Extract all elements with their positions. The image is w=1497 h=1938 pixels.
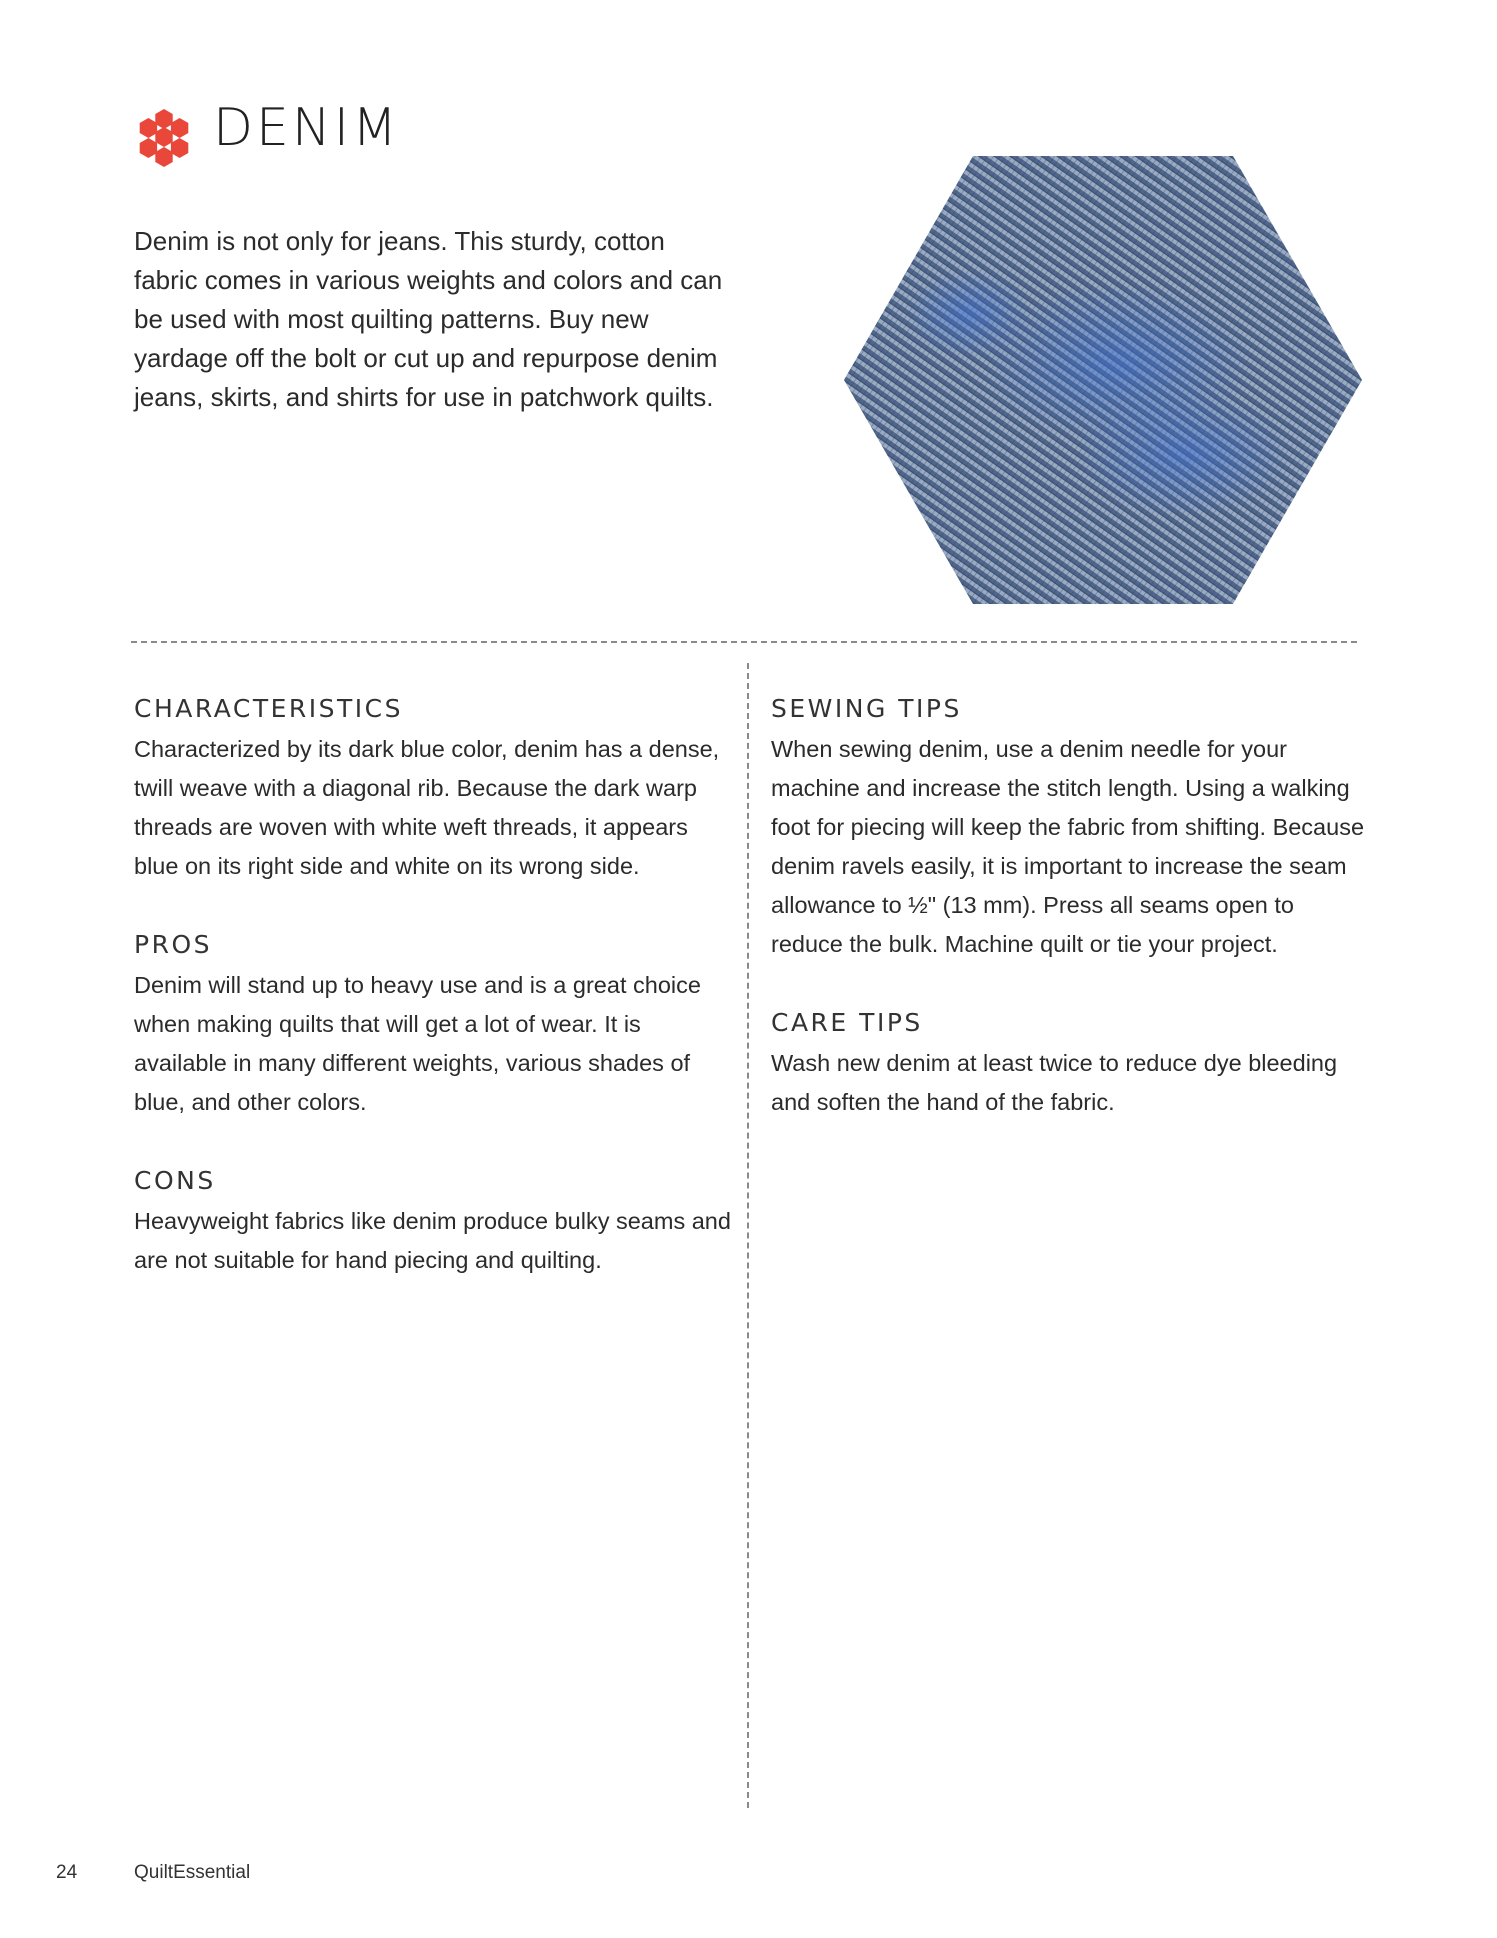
cons-body: Heavyweight fabrics like denim produce bulky seams and are not suitable for hand piecing and quilting. — [134, 1208, 731, 1273]
cons-heading: CONS — [134, 1166, 216, 1195]
left-column — [134, 690, 734, 1320]
sewing-tips-body: When sewing denim, use a denim needle for your machine and increase the stitch length. Using a walking foot for piecing will keep the fabric from shifting. Because denim ravels easily, it is important to increase the seam allowance to ½" (13 mm). Press all seams open to reduce the bulk. Machine quilt or tie your project. — [771, 736, 1365, 957]
pros-section — [134, 926, 734, 1122]
hexagon-flower-icon — [133, 107, 195, 169]
page-number: 24 — [56, 1862, 78, 1883]
sewing-tips-heading: SEWING TIPS — [771, 694, 962, 723]
running-title: QuiltEssential — [134, 1862, 251, 1883]
page-title: DENIM — [213, 98, 400, 158]
cons-section — [134, 1162, 734, 1280]
characteristics-body: Characterized by its dark blue color, denim has a dense, twill weave with a diagonal rib. Because the dark warp threads are woven with white weft threads, it appears blue on its right side and white on its wrong side. — [134, 736, 720, 879]
right-column — [771, 690, 1371, 1162]
care-tips-section — [771, 1004, 1371, 1122]
care-tips-body: Wash new denim at least twice to reduce dye bleeding and soften the hand of the fabric. — [771, 1050, 1338, 1115]
characteristics-section — [134, 690, 734, 886]
care-tips-heading: CARE TIPS — [771, 1008, 923, 1037]
pros-heading: PROS — [134, 930, 212, 959]
characteristics-heading: CHARACTERISTICS — [134, 694, 403, 723]
vertical-dashed-divider — [747, 663, 749, 1808]
pros-body: Denim will stand up to heavy use and is a great choice when making quilts that will get a lot of wear. It is available in many different weights, various shades of blue, and other colors. — [134, 972, 701, 1115]
horizontal-dashed-divider — [131, 641, 1357, 643]
sewing-tips-section — [771, 690, 1371, 964]
denim-swatch-image — [842, 154, 1364, 606]
intro-paragraph: Denim is not only for jeans. This sturdy, cotton fabric comes in various weights and colors and can be used with most quilting patterns. Buy new yardage off the bolt or cut up and repurpose denim jeans, skirts, and shirts for use in patchwork quilts. — [134, 226, 723, 412]
